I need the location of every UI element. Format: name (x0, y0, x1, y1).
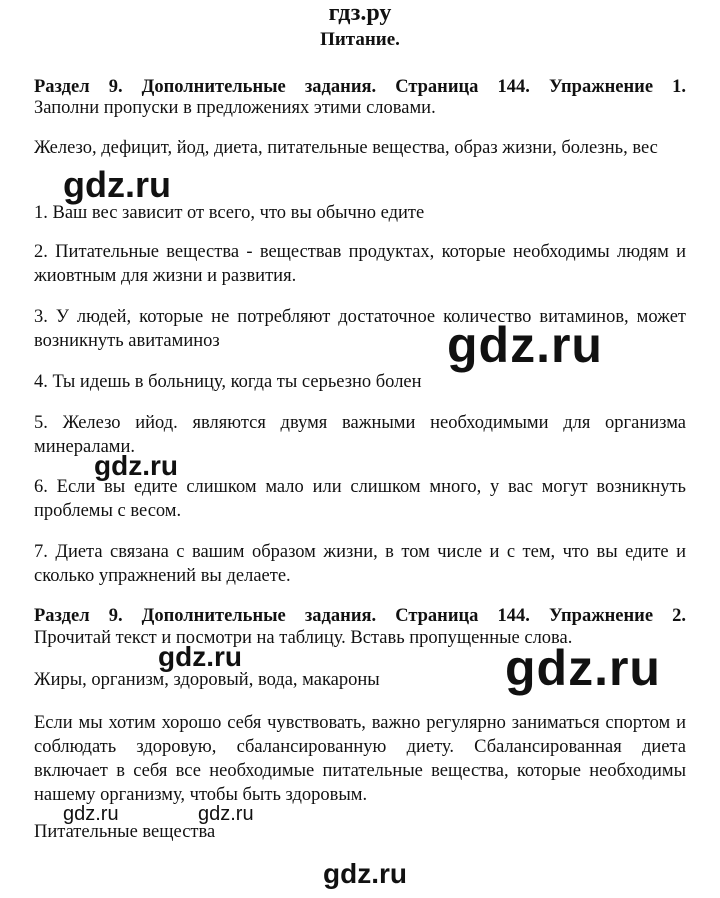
site-title: гдз.ру (328, 0, 392, 26)
answer-2: 2. Питательные вещества - веществав продуктах, которые необходимы людям и жиовтным для жизни и развития. (34, 242, 686, 286)
section1-instruction: Заполни пропуски в предложениях этими словами. (34, 98, 436, 118)
watermark: gdz.ru (158, 641, 242, 672)
watermark: gdz.ru (505, 640, 661, 696)
section2-instruction: Прочитай текст и посмотри на таблицу. Вставь пропущенные слова. (34, 628, 573, 648)
answer-3: 3. У людей, которые не потребляют достаточное количество витаминов, может возникнуть авитаминоз (34, 307, 686, 351)
watermark: gdz.ru (63, 164, 171, 205)
watermark: gdz.ru (447, 317, 603, 373)
answer-7: 7. Диета связана с вашим образом жизни, в том числе и с тем, что вы едите и сколько упражнений вы делаете. (34, 542, 686, 586)
watermark: gdz.ru (198, 803, 254, 825)
watermark: gdz.ru (323, 858, 407, 889)
section2-heading: Раздел 9. Дополнительные задания. Страница 144. Упражнение 2. (34, 606, 686, 626)
section2-paragraph: Если мы хотим хорошо себя чувствовать, важно регулярно заниматься спортом и соблюдать здоровую, сбалансированную диету. Сбалансированная диета включает в себя все необходимые питательные вещества, которые необходимы нашему организму, чтобы быть здоровым. (34, 713, 686, 805)
answer-5: 5. Железо ийод. являются двумя важными необходимыми для организма минералами. (34, 413, 686, 457)
answer-6: 6. Если вы едите слишком мало или слишком много, у вас могут возникнуть проблемы с весом. (34, 477, 686, 521)
section1-word-bank: Железо, дефицит, йод, диета, питательные вещества, образ жизни, болезнь, вес (34, 138, 658, 158)
section1-heading: Раздел 9. Дополнительные задания. Страница 144. Упражнение 1. (34, 77, 686, 97)
watermark: gdz.ru (94, 450, 178, 481)
answer-4: 4. Ты идешь в больницу, когда ты серьезно болен (34, 372, 422, 392)
topic-title: Питание. (320, 29, 400, 50)
section2-word-bank: Жиры, организм, здоровый, вода, макароны (34, 670, 380, 690)
watermark: gdz.ru (63, 803, 119, 825)
table-caption: Питательные вещества (34, 822, 216, 842)
answer-1: 1. Ваш вес зависит от всего, что вы обычно едите (34, 203, 425, 223)
